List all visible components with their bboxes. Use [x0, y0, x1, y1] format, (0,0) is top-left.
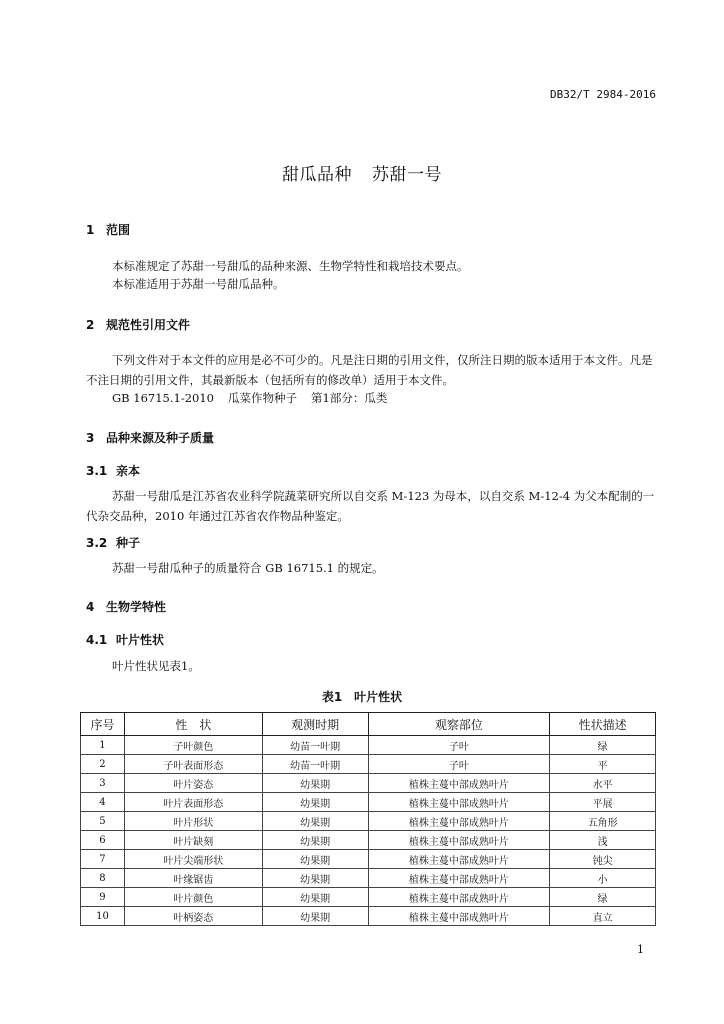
cell-description: 浅: [550, 831, 656, 850]
cell-trait: 子叶表面形态: [124, 755, 262, 774]
reference-title: 瓜菜作物种子: [228, 391, 298, 405]
cell-index: 1: [81, 736, 125, 755]
section-3-heading: [86, 429, 214, 446]
cell-part: 植株主蔓中部成熟叶片: [368, 907, 550, 926]
cell-part: 植株主蔓中部成熟叶片: [368, 774, 550, 793]
leaf-traits-table: [80, 712, 656, 926]
col-header-part: 观察部位: [368, 713, 550, 736]
cell-period: 幼果期: [262, 869, 368, 888]
cell-index: 6: [81, 831, 125, 850]
cell-part: 植株主蔓中部成熟叶片: [368, 850, 550, 869]
table-row: [81, 755, 656, 774]
cell-trait: 叶片尖端形状: [124, 850, 262, 869]
table-header-row: [81, 713, 656, 736]
col-header-period: 观测时期: [262, 713, 368, 736]
cell-index: 7: [81, 850, 125, 869]
subsection-title: 亲本: [116, 464, 141, 478]
table-row: [81, 736, 656, 755]
standard-code: DB32/T 2984-2016: [550, 88, 656, 101]
section-number: 4: [86, 600, 95, 614]
subsection-title: 种子: [116, 536, 141, 550]
cell-description: 绿: [550, 888, 656, 907]
table-row: [81, 774, 656, 793]
cell-description: 钝尖: [550, 850, 656, 869]
cell-description: 五角形: [550, 812, 656, 831]
table-caption-title: 叶片性状: [354, 690, 403, 704]
cell-trait: 叶片缺刻: [124, 831, 262, 850]
cell-description: 平: [550, 755, 656, 774]
cell-period: 幼果期: [262, 850, 368, 869]
subsection-number: 3.1: [86, 464, 108, 478]
normative-reference: [112, 390, 401, 406]
section-3-1-paragraph: 苏甜一号甜瓜是江苏省农业科学院蔬菜研究所以自交系 M-123 为母本，以自交系 M-12-4 为父本配制的一代杂交品种，2010 年通过江苏省农作物品种鉴定。: [86, 489, 655, 523]
cell-trait: 子叶颜色: [124, 736, 262, 755]
cell-period: 幼果期: [262, 774, 368, 793]
cell-period: 幼果期: [262, 812, 368, 831]
cell-index: 9: [81, 888, 125, 907]
section-1-paragraph-2: 本标准适用于苏甜一号甜瓜品种。: [112, 277, 285, 291]
cell-part: 子叶: [368, 736, 550, 755]
section-title: 规范性引用文件: [106, 318, 191, 332]
page-number: 1: [637, 943, 644, 956]
cell-period: 幼果期: [262, 831, 368, 850]
table-row: [81, 793, 656, 812]
table-row: [81, 888, 656, 907]
title-part-1: 甜瓜品种: [282, 165, 352, 185]
section-number: 2: [86, 318, 95, 332]
section-number: 1: [86, 223, 95, 237]
section-2-heading: [86, 316, 190, 333]
cell-index: 4: [81, 793, 125, 812]
cell-index: 8: [81, 869, 125, 888]
cell-part: 植株主蔓中部成熟叶片: [368, 793, 550, 812]
col-header-description: 性状描述: [550, 713, 656, 736]
table-caption: [0, 688, 724, 705]
title-part-2: 苏甜一号: [372, 165, 442, 185]
reference-code: GB 16715.1-2010: [112, 391, 215, 405]
cell-trait: 叶片形状: [124, 812, 262, 831]
cell-index: 2: [81, 755, 125, 774]
cell-index: 3: [81, 774, 125, 793]
section-title: 范围: [106, 223, 131, 237]
section-1-paragraph-1: 本标准规定了苏甜一号甜瓜的品种来源、生物学特性和栽培技术要点。: [112, 259, 469, 273]
cell-trait: 叶柄姿态: [124, 907, 262, 926]
section-4-1-paragraph: 叶片性状见表1。: [112, 659, 200, 673]
subsection-number: 4.1: [86, 633, 108, 647]
cell-period: 幼果期: [262, 888, 368, 907]
table-row: [81, 812, 656, 831]
table-caption-number: 表1: [321, 690, 343, 704]
subsection-number: 3.2: [86, 536, 108, 550]
cell-description: 小: [550, 869, 656, 888]
cell-description: 绿: [550, 736, 656, 755]
table-row: [81, 907, 656, 926]
cell-part: 植株主蔓中部成熟叶片: [368, 869, 550, 888]
cell-index: 5: [81, 812, 125, 831]
cell-trait: 叶缘锯齿: [124, 869, 262, 888]
section-1-heading: [86, 221, 130, 238]
col-header-trait: 性 状: [124, 713, 262, 736]
subsection-title: 叶片性状: [116, 633, 165, 647]
cell-period: 幼苗一叶期: [262, 736, 368, 755]
reference-part: 第1部分：瓜类: [311, 391, 388, 405]
cell-trait: 叶片颜色: [124, 888, 262, 907]
cell-period: 幼果期: [262, 907, 368, 926]
cell-index: 10: [81, 907, 125, 926]
col-header-index: 序号: [81, 713, 125, 736]
cell-description: 平展: [550, 793, 656, 812]
table-row: [81, 850, 656, 869]
cell-period: 幼果期: [262, 793, 368, 812]
cell-part: 子叶: [368, 755, 550, 774]
section-4-1-heading: [86, 631, 164, 648]
section-title: 生物学特性: [106, 600, 167, 614]
cell-part: 植株主蔓中部成熟叶片: [368, 812, 550, 831]
section-title: 品种来源及种子质量: [106, 431, 215, 445]
section-3-2-paragraph: 苏甜一号甜瓜种子的质量符合 GB 16715.1 的规定。: [112, 561, 384, 575]
cell-period: 幼苗一叶期: [262, 755, 368, 774]
table-row: [81, 831, 656, 850]
section-3-1-heading: [86, 462, 140, 479]
cell-description: 水平: [550, 774, 656, 793]
section-3-2-heading: [86, 534, 140, 551]
table-row: [81, 869, 656, 888]
cell-part: 植株主蔓中部成熟叶片: [368, 831, 550, 850]
section-2-paragraph: 下列文件对于本文件的应用是必不可少的。凡是注日期的引用文件，仅所注日期的版本适用于本文件。凡是不注日期的引用文件，其最新版本（包括所有的修改单）适用于本文件。: [86, 353, 653, 387]
cell-trait: 叶片表面形态: [124, 793, 262, 812]
document-title: [0, 160, 724, 185]
cell-description: 直立: [550, 907, 656, 926]
section-number: 3: [86, 431, 95, 445]
cell-trait: 叶片姿态: [124, 774, 262, 793]
cell-part: 植株主蔓中部成熟叶片: [368, 888, 550, 907]
section-4-heading: [86, 598, 166, 615]
